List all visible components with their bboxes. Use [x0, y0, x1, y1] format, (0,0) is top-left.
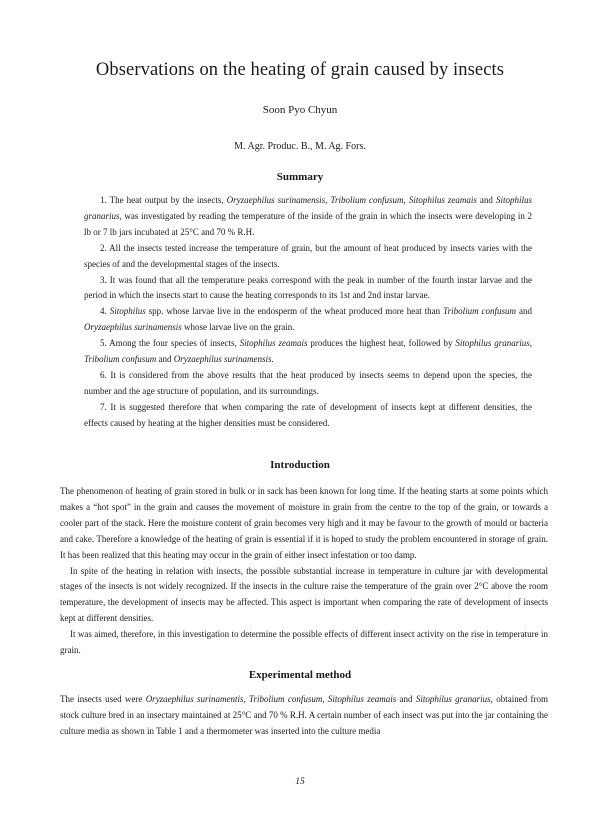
author-affiliation: M. Agr. Produc. B., M. Ag. Fors. — [234, 141, 366, 152]
summary-item: 2. All the insects tested increase the temperature of grain, but the amount of heat produced by insects varies with the species of and the developmental stages of the insects. — [84, 242, 532, 269]
summary-heading: Summary — [276, 171, 324, 183]
introduction-body — [60, 484, 548, 659]
introduction-paragraph: The phenomenon of heating of grain stored in bulk or in sack has been known for long time. If the heating starts at some points which makes a “hot spot” in the grain and causes the movement of moisture in grain from the centre to the top of the grain, or towards a cooler part of the stack. Here the moisture content of grain becomes very high and it may be favour to the growth of mould or bacteria and cake. Therefore a knowledge of the heating of grain is essential if it is hoped to study the problem encountered in storage of grain. It has been realized that this heating may occur in the grain of either insect infestation or too damp. — [60, 486, 548, 560]
summary-item: 1. The heat output by the insects, Oryzaephilus surinamensis, Tribolium confusum, Sitophilus zeamais and Sitophilus granarius, was investigated by reading the temperature of the inside of the grain in which the insects were developing in 2 lb or 7 lb jars incubated at 25°C and 70 % R.H. — [84, 195, 532, 237]
summary-item: 7. It is suggested therefore that when comparing the rate of development of insects kept at different densities, the effects caused by heating at the higher densities must be considered. — [84, 401, 532, 428]
method-paragraph: The insects used were Oryzaephilus surinamentis, Tribolium confusum, Sitophilus zeamais and Sitophilus granarius, obtained from stock culture bred in an insectary maintained at 25°C and 70 % R.H. A certain number of each insect was put into the jar containing the culture media as shown in Table 1 and a thermometer was inserted into the culture media — [60, 694, 548, 736]
species-name: Oryzaephilus surinamentis, Tribolium confusum, Sitophilus zeamais — [145, 694, 397, 704]
species-name: Oryzaephilus surinamensis. — [173, 354, 274, 365]
species-name: Sitophilus zeamais — [239, 338, 308, 349]
species-name: Sitophilus zeamais — [408, 195, 477, 205]
author-name: Soon Pyo Chyun — [262, 104, 338, 116]
species-name: Sitophilus granarius, — [84, 195, 532, 221]
summary-item: 4. Sitophilus spp. whose larvae live in the endosperm of the wheat produced more heat than Tribolium confusum and Oryzaephilus surinamensis whose larvae live on the grain. — [84, 306, 533, 333]
page-number: 15 — [295, 777, 305, 787]
introduction-paragraph: It was aimed, therefore, in this investigation to determine the possible effects of different insect activity on the rise in temperature in grain. — [60, 629, 548, 656]
species-name: Tribolium confusum — [443, 306, 517, 317]
summary-item: 6. It is considered from the above results that the heat produced by insects seems to depend upon the species, the number and the age structure of population, and its surroundings. — [84, 369, 532, 396]
species-name: Oryzaephilus surinamensis — [84, 322, 182, 333]
species-name: Sitophilus granarius, Tribolium confusum — [84, 338, 532, 365]
introduction-paragraph: In spite of the heating in relation with insects, the possible substantial increase in temperature in culture jar with developmental stages of the insects is not widely recognized. If the insects in the culture raise the temperature of the grain over 2°C above the room temperature, the development of insects may be affected. This aspect is important when comparing the rate of development of insects kept at different densities. — [60, 565, 548, 624]
summary-body — [84, 193, 532, 432]
species-name: Sitophilus granarius, — [415, 694, 493, 704]
species-name: Sitophilus — [109, 306, 146, 317]
species-name: Oryzaephilus surinamensis, — [226, 195, 328, 205]
summary-item: 3. It was found that all the temperature peaks correspond with the peak in number of the fourth instar larvae and the period in which the insects start to cause the heating corresponds to its 1st and 2nd instar larvae. — [84, 274, 532, 301]
experimental-method-heading: Experimental method — [248, 669, 352, 681]
introduction-heading: Introduction — [270, 459, 330, 471]
species-name: Tribolium confusum, — [330, 195, 406, 205]
summary-item: 5. Among the four species of insects, Sitophilus zeamais produces the highest heat, followed by Sitophilus granarius, Tribolium confusum and Oryzaephilus surinamensis. — [84, 338, 532, 365]
experimental-method-body — [60, 692, 548, 740]
paper-title: Observations on the heating of grain caused by insects — [95, 60, 505, 80]
